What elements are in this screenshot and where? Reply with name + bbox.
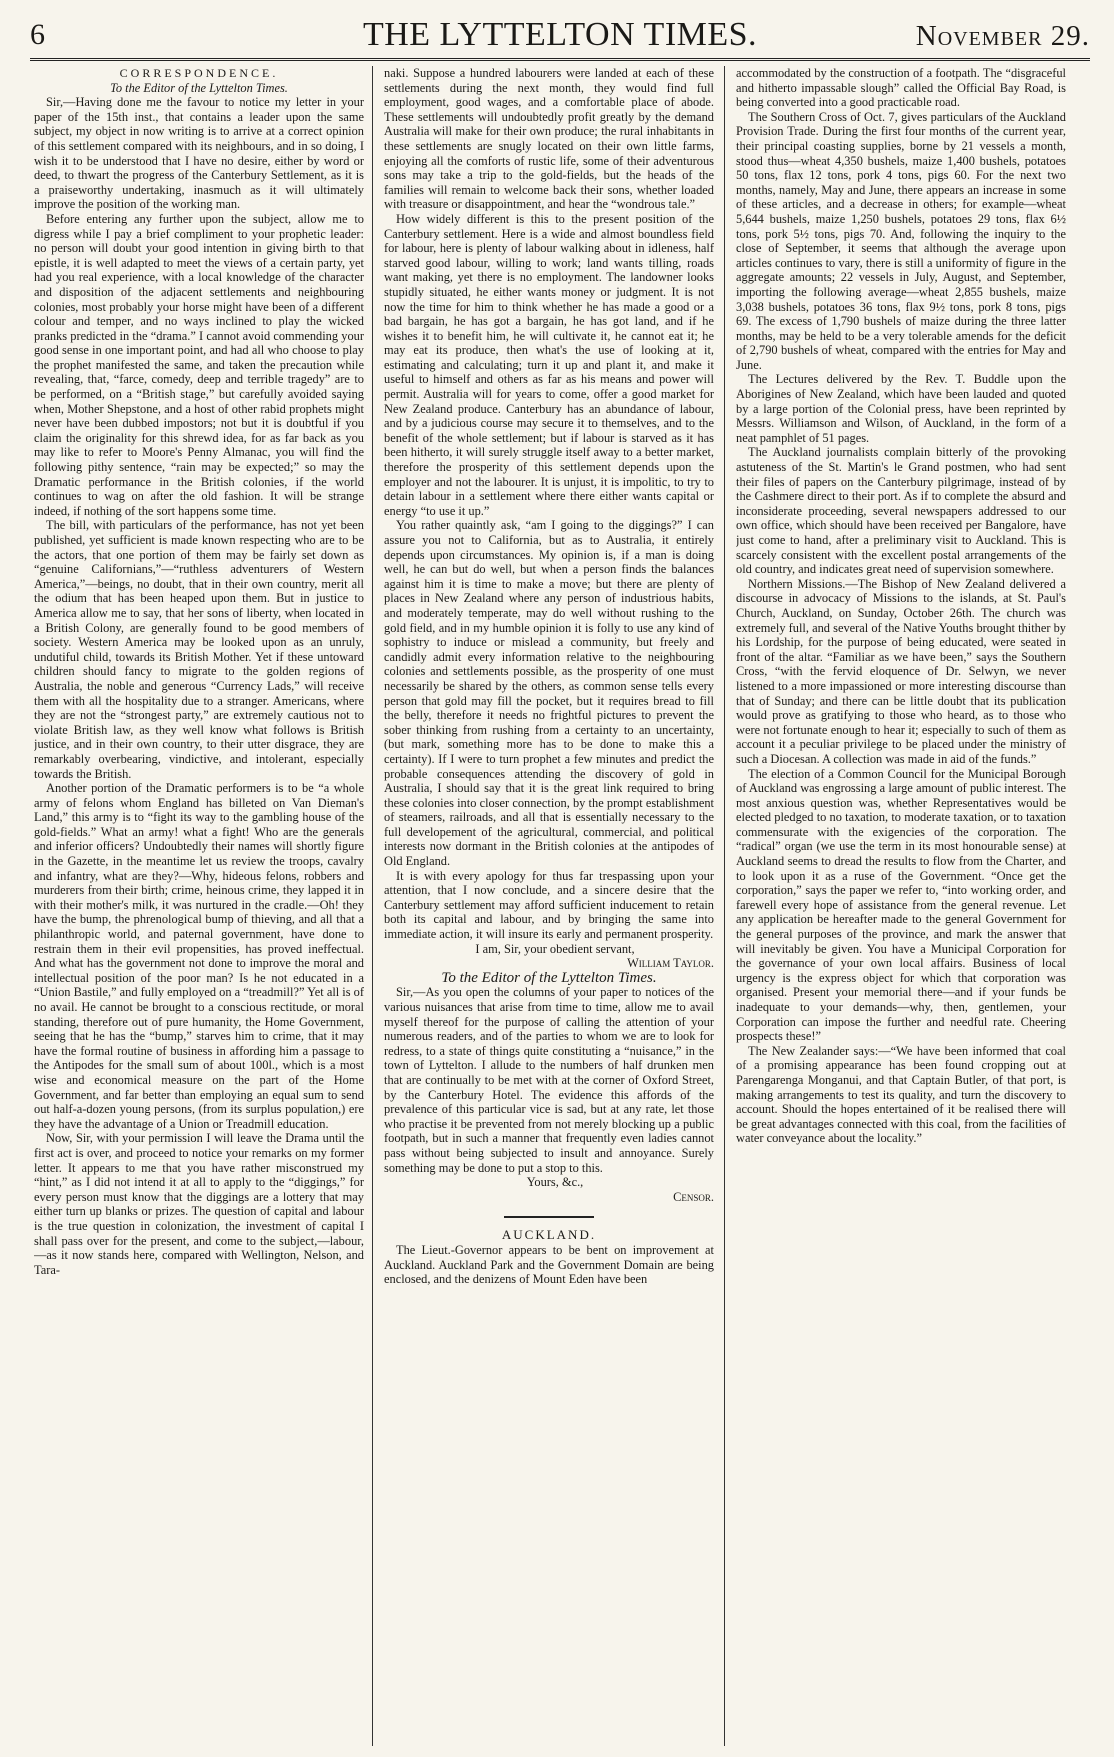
column-divider	[724, 66, 725, 1746]
paragraph: It is with every apology for thus far trespassing upon your attention, that I now conclude, and a sincere desire that the Canterbury settlement may afford sufficient inducement to retain both its capital and labour, and by bringing the same into immediate action, it will insure its early and permanent prosperity.	[384, 868, 714, 942]
paragraph: accommodated by the construction of a footpath. The “disgraceful and hitherto impassable slough” called the Official Bay Road, is being converted into a good practicable road.	[736, 66, 1066, 110]
letter-signature: William Taylor.	[627, 956, 714, 971]
paragraph: The Southern Cross of Oct. 7, gives particulars of the Auckland Provision Trade. During the first four months of the current year, their principal coasting supplies, borne by 21 vessels a month, stood thus—wheat 4,350 bushels, maize 1,400 bushels, potatoes 50 tons, flax 12 tons, pork 4 tons, pigs 60. For the next two months, namely, May and June, there appears an increase in some of these articles, and a decrease in others; for example—wheat 5,644 bushels, maize 1,250 bushels, potatoes 29 tons, flax 6½ tons, pork 5½ tons, pigs 70. And, following the inquiry to the close of September, it seems that although the average upon articles continues to vary, there is still a uniformity of figure in the aggregate amounts; 22 vessels in July, August, and September, importing the following average—wheat 2,855 bushels, maize 3,038 bushels, potatoes 36 tons, flax 9½ tons, pork 8 tons, pigs 69. The excess of 1,790 bushels of maize during the three latter months, may be held to be a very tolerable amends for the deficit of 2,790 bushels of wheat, compared with the entries for May and June.	[736, 109, 1066, 372]
column-3	[736, 66, 1066, 1746]
issue-date: November 29.	[915, 20, 1090, 52]
paragraph: The election of a Common Council for the Municipal Borough of Auckland was engrossing a large amount of public interest. The most anxious question was, whether Representatives would be elected pledged to no taxation, to moderate taxation, or to taxation commensurate with the exigencies of the corporation. The “radical” organ (we use the term in its most honourable sense) at Auckland seems to dread the results to flow from the Charter, and to look upon it as a ruse of the Government. “Once get the corporation,” says the paper we refer to, “into working order, and farewell every hope of assistance from the general revenue. Let any application be hereafter made to the general Government for the general purposes of the province, and mark the answer that will inevitably be given. You have a Municipal Corporation for the governance of your own local affairs. Business of local urgency is the express object for which that corporation was organised. Present your memorial there—and if your funds be inadequate to your demands—why, then, gentlemen, your Corporation can impose the further and needful rate. Cheering prospects these!”	[736, 766, 1066, 1044]
section-divider	[504, 1216, 594, 1218]
letter-salutation: To the Editor of the Lyttelton Times.	[110, 80, 288, 95]
paragraph: Sir,—As you open the columns of your paper to notices of the various nuisances that arise from time to time, allow me to avail myself thereof for the purpose of calling the attention of your numerous readers, and of the parties to whom we are to look for redress, to a state of things quite constituting a “nuisance,” in the town of Lyttelton. I allude to the numbers of half drunken men that are continually to be met with at the corner of Oxford Street, by the Canterbury Hotel. The evidence this affords of the prevalence of this particular vice is sad, but at any rate, let those who practise it be prevented from not merely blocking up a public footpath, but in such a manner that frequently even ladies cannot pass without being subjected to insult and annoyance. Surely something may be done to put a stop to this.	[384, 985, 714, 1175]
paragraph: Sir,—Having done me the favour to notice my letter in your paper of the 15th inst., that contains a leader upon the same subject, my object in now writing is to arrive at a correct opinion of this settlement compared with its neighbours, and in so doing, I wish it to be understood that I have no desire, either by word or deed, to thwart the progress of the Canterbury Settlement, as it is a praiseworthy undertaking, inasmuch as it will ultimately improve the position of the working man.	[34, 95, 364, 212]
page-number: 6	[30, 18, 45, 51]
masthead-rule	[30, 58, 1090, 61]
paragraph: How widely different is this to the present position of the Canterbury settlement. Here is a wide and almost boundless field for labour, here is plenty of labour walking about in idleness, half starved good labour, willing to work; land wants tilling, roads want making, yet there is no employment. The landowner looks stupidly situated, he either wants money or judgment. It is not now the time for him to think whether he has made a good or a bad bargain, he has got a bargain, he has got land, and if he wishes it to benefit him, he will cultivate it, he cannot eat it; he may eat its produce, then what's the use of looking at it, estimating and calculating; turn it up and plant it, and make it useful to himself and others as far as his means and power will permit. Australia will for years to come, offer a good market for New Zealand produce. Canterbury has an abundance of labour, and by a judicious course may secure it to themselves, and to the benefit of the whole settlement; but if labour is starved as it has been hitherto, it will surely struggle itself away to a better market, therefore the prosperity of this settlement depends upon the employer and not the labourer. It is unjust, it is impolitic, to try to detain labour in a settlement where there either wants capital or energy “to use it up.”	[384, 211, 714, 518]
section-heading-correspondence: CORRESPONDENCE.	[119, 66, 279, 80]
paragraph: naki. Suppose a hundred labourers were landed at each of these settlements during the next month, they would find full employment, good wages, and a comfortable place of abode. These settlements will undoubtedly profit greatly by the demand Australia will make for their own produce; the rural inhabitants in these settlements are snugly located on their own little farms, enjoying all the comforts of rustic life, some of their adventurous sons may take a trip to the gold-fields, but the heads of the families will remain to welcome back their sons, whether loaded with treasure or disappointment, and hear the “wondrous tale.”	[384, 66, 714, 212]
masthead	[30, 12, 1090, 62]
paragraph: The Lectures delivered by the Rev. T. Buddle upon the Aborigines of New Zealand, which have been lauded and quoted by a large portion of the Colonial press, have been reprinted by Messrs. Williamson and Wilson, of Auckland, in the form of a neat pamphlet of 51 pages.	[736, 372, 1066, 445]
paragraph: The Auckland journalists complain bitterly of the provoking astuteness of the St. Martin's le Grand postmen, who had sent their files of papers on the Canterbury pilgrimage, instead of by the Cashmere direct to their port. As if to complete the absurd and inconsiderate proceeding, several newspapers addressed to our own office, which should have been received per Bangalore, have just come to hand, after a preliminary visit to Auckland. This is scarcely consistent with the excellent postal arrangements of the old country, and indicates great need of supervision somewhere.	[736, 445, 1066, 577]
letter-closing: I am, Sir, your obedient servant,	[475, 941, 635, 956]
paragraph: Before entering any further upon the subject, allow me to digress while I pay a brief compliment to your prophetic leader: no person will doubt your good intention in giving birth to that epistle, it is well adapted to meet the views of a certain party, yet had you real experience, with a local knowledge of the character and disposition of the adjacent settlements and neighbouring colonies, most probably your horse might have been of a different colour and temper, and no ways inclined to play the wicked pranks predicted in the “drama.” I cannot avoid commending your good sense in one important point, and had all who choose to play the prophet manifested the same, and taken the precaution while revealing, that, “farce, comedy, deep and terrible tragedy” are to be performed, on a “British stage,” but carefully avoided saying when, Mother Shepstone, and a host of other rabid prophets might never have been dubbed impostors; not but it is doubtful if you claim the originality for this shrewd idea, for as far back as you may like to refer to Moore's Penny Almanac, you will find the following pithy sentence, “rain may be expected;” so may the Dramatic performance in the British colonies, if the world continues to wag on after the old fashion. It will be strange indeed, if nothing of the sort happens some time.	[34, 211, 364, 518]
newspaper-title: THE LYTTELTON TIMES.	[362, 16, 758, 53]
letter-signature: Censor.	[673, 1189, 714, 1204]
column-divider	[372, 66, 373, 1746]
column-1	[34, 66, 364, 1746]
paragraph: The Lieut.-Governor appears to be bent on improvement at Auckland. Auckland Park and the Government Domain are being enclosed, and the denizens of Mount Eden have been	[384, 1242, 714, 1287]
paragraph: You rather quaintly ask, “am I going to the diggings?” I can assure you not to California, but as to Australia, it entirely depends upon circumstances. My opinion is, if a man is doing well, he can but do well, but when a person finds the balances against him it is time to make a move; but there are plenty of places in New Zealand where any person of industrious habits, and moderately temperate, may do well without rushing to the gold field, and in my humble opinion it is folly to use any kind of sophistry to induce or mislead a community, but freely and candidly admit every information relative to the neighbouring colonies and settlements possible, as the prosperity of one must necessarily be shared by the others, as common sense tells every person that gold may fill the pocket, but it requires bread to fill the belly, therefore it needs no frightful pictures to prevent the sober thinking from rushing from a certainty to an uncertainty, (but mark, something more has to be done to make this a certainty). If I were to turn prophet a few minutes and predict the probable consequences attending the discovery of gold in Australia, I should say that it is the great link required to bring these colonies into closer connection, by the prompt establishment of steamers, railroads, and all that is essentially necessary to the full developement of the agricultural, commercial, and political interests now dormant in the British colonies at the antipodes of Old England.	[384, 518, 714, 869]
section-heading-auckland: AUCKLAND.	[501, 1227, 597, 1243]
letter-salutation: To the Editor of the Lyttelton Times.	[441, 969, 657, 986]
letter-closing: Yours, &c.,	[526, 1175, 584, 1190]
column-2	[384, 66, 714, 1746]
paragraph: Another portion of the Dramatic performers is to be “a whole army of felons whom England has billeted on Van Dieman's Land,” this army is to “fight its way to the gambling house of the gold-fields.” What an army! what a fight! Who are the generals and inferior officers? Undoubtedly their names will shortly figure in the Gazette, in the meantime let us review the troops, cavalry and infantry, what are they?—Why, hideous felons, robbers and murderers from their birth; crime, heinous crime, they lapped it in with their mother's milk, it was nurtured in the cradle.—Oh! they have the bump, the phrenological bump of thieving, and all that a philanthropic world, and paternal government, have done to restrain them in their evil propensities, has proved ineffectual. And what has the government not done to improve the moral and intellectual position of the poor man? Is he not educated in a “Union Bastile,” and fully employed on a “treadmill?” Yet all is of no avail. He cannot be brought to a conscious rectitude, or moral standing, therefore out of pure humanity, the Home Government, seeing that he has the “bump,” starves him to crime, that it may have the formal routine of business in affording him a passage to the Antipodes for the small sum of about 100l., which is a most wise and economical measure on the part of the Home Government, and far better than employing an equal sum to send out half-a-dozen young persons, (from its surplus population,) ere they have the advantage of a Union or Treadmill education.	[34, 781, 364, 1131]
paragraph: Northern Missions.—The Bishop of New Zealand delivered a discourse in advocacy of Missions to the islands, at St. Paul's Church, Auckland, on Sunday, October 26th. The church was extremely full, and several of the Native Youths brought thither by his Lordship, for the purpose of being educated, were seated in front of the altar. “Familiar as we have been,” says the Southern Cross, “with the fervid eloquence of Dr. Selwyn, we never listened to a more impassioned or more interesting discourse than that of Sunday; and there can be little doubt that its publication would prove as gratifying to those who heard, as to those who were not fortunate enough to hear it; especially to such of them as account it a peculiar privilege to be placed under the ministry of such a Diocesan. A collection was made in aid of the funds.”	[736, 576, 1066, 766]
paragraph: The New Zealander says:—“We have been informed that coal of a promising appearance has been found cropping out at Parengarenga Monganui, and that Captain Butler, of that port, is making arrangements to test its quality, and turn the discovery to account. Should the hopes entertained of it be realised there will be great advantages connected with this coal, from the facilities of water conveyance about the locality.”	[736, 1043, 1066, 1146]
paragraph: The bill, with particulars of the performance, has not yet been published, yet sufficient is made known respecting who are to be the actors, that one portion of them may be fairly set down as “genuine Californians,”—“ruthless adventurers of Western America,”—beings, no doubt, that in their own country, merit all the odium that has been heaped upon them. But in justice to America allow me to say, that her sons of liberty, when located in a British Colony, are generally found to be good members of society. Western America may be looked upon as an unruly, undutiful child, towards its British Mother. Yet if these untoward children should fancy to migrate to the golden regions of Australia, the noble and generous “Currency Lads,” will receive them with all the hospitality due to a stranger. Americans, where they are not the “strongest party,” are extremely cautious not to violate British law, as they well know what follows is British justice, and in their own country, to their utter disgrace, they are remarkably overbearing, vindictive, and intolerant, especially towards the British.	[34, 518, 364, 781]
paragraph: Now, Sir, with your permission I will leave the Drama until the first act is over, and proceed to notice your remarks on my former letter. It appears to me that you have rather misconstrued my “hint,” as I did not intend it at all to apply to the “diggings,” for every person must know that the diggings are a lottery that may either turn up blanks or prizes. The question of capital and labour is the true question in colonization, the investment of capital I shall pass over for the present, and come to the subject,—labour,—as it now stands here, compared with Wellington, Nelson, and Tara-	[34, 1131, 364, 1277]
